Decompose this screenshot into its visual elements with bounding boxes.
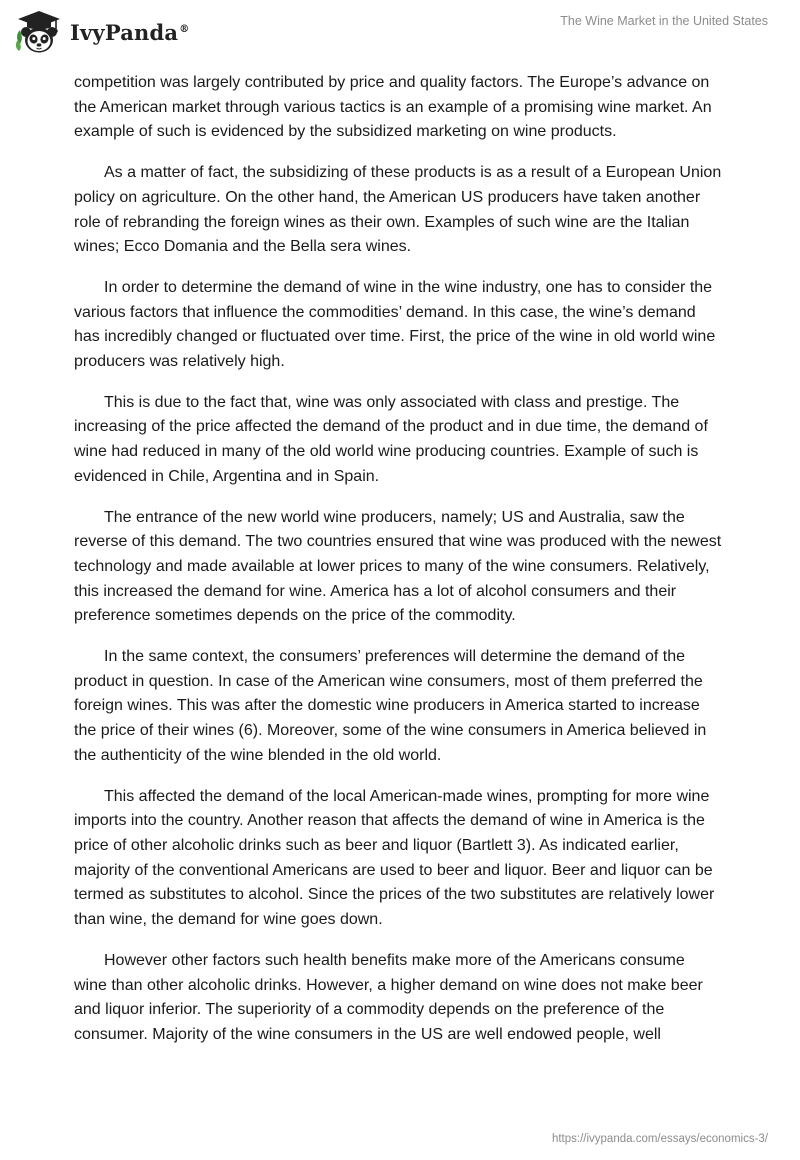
page-header: [0, 0, 800, 70]
paragraph: As a matter of fact, the subsidizing of these products is as a result of a European Union policy on agriculture. On the other hand, the American US producers have taken another role of rebranding the foreign wines as their own. Examples of such wine are the Italian wines; Ecco Domania and the Bella sera wines.: [74, 164, 722, 256]
paragraph: In order to determine the demand of wine in the wine industry, one has to consider the various factors that influence the commodities’ demand. In this case, the wine’s demand has incredibly changed or fluctuated over time. First, the price of the wine in old world wine producers was relatively high.: [74, 278, 716, 371]
ivypanda-logo[interactable]: [14, 8, 189, 58]
document-title: The Wine Market in the United States: [560, 14, 768, 28]
paragraph: competition was largely contributed by price and quality factors. The Europe’s advance on the American market through various tactics is an example of a promising wine market. An example of such is evidenced by the subsidized marketing on wine products.: [74, 74, 712, 141]
paragraph: This affected the demand of the local American-made wines, prompting for more wine imports into the country. Another reason that affects the demand of wine in America is the price of other alcoholic drinks such as beer and liquor (Bartlett 3). As indicated earlier, majority of the conventional Americans are used to beer and liquor. Beer and liquor can be termed as substitutes to alcohol. Since the prices of the two substitutes are relatively lower than wine, the demand for wine goes down.: [74, 787, 715, 929]
paragraph: In the same context, the consumers’ preferences will determine the demand of the product in question. In case of the American wine consumers, most of them preferred the foreign wines. This was after the domestic wine producers in America started to increase the price of their wines (6). Moreover, some of the wine consumers in America believed in the authenticity of the wine blended in the old world.: [74, 648, 707, 764]
brand-name: IvyPanda: [70, 19, 179, 45]
paragraph: However other factors such health benefits make more of the Americans consume wine than other alcoholic drinks. However, a higher demand on wine does not make beer and liquor inferior. The superiority of a commodity depends on the preference of the consumer. Majority of the wine consumers in the US are well endowed people, well: [74, 951, 703, 1043]
essay-body: [74, 71, 722, 1064]
paragraph: This is due to the fact that, wine was only associated with class and prestige. The increasing of the price affected the demand of the product and in due time, the demand of wine had reduced in many of the old world wine producing countries. Example of such is evidenced in Chile, Argentina and in Spain.: [74, 393, 708, 485]
registered-mark: ®: [179, 23, 190, 35]
panda-graduate-icon: [14, 8, 64, 58]
paragraph: The entrance of the new world wine producers, namely; US and Australia, saw the reverse of this demand. The two countries ensured that wine was produced with the newest technology and made available at lower prices to many of the wine consumers. Relatively, this increased the demand for wine. America has a lot of alcohol consumers and their preference sometimes depends on the price of the commodity.: [74, 508, 722, 625]
source-url[interactable]: https://ivypanda.com/essays/economics-3/: [551, 1133, 768, 1145]
logo-wordmark: [70, 20, 189, 45]
